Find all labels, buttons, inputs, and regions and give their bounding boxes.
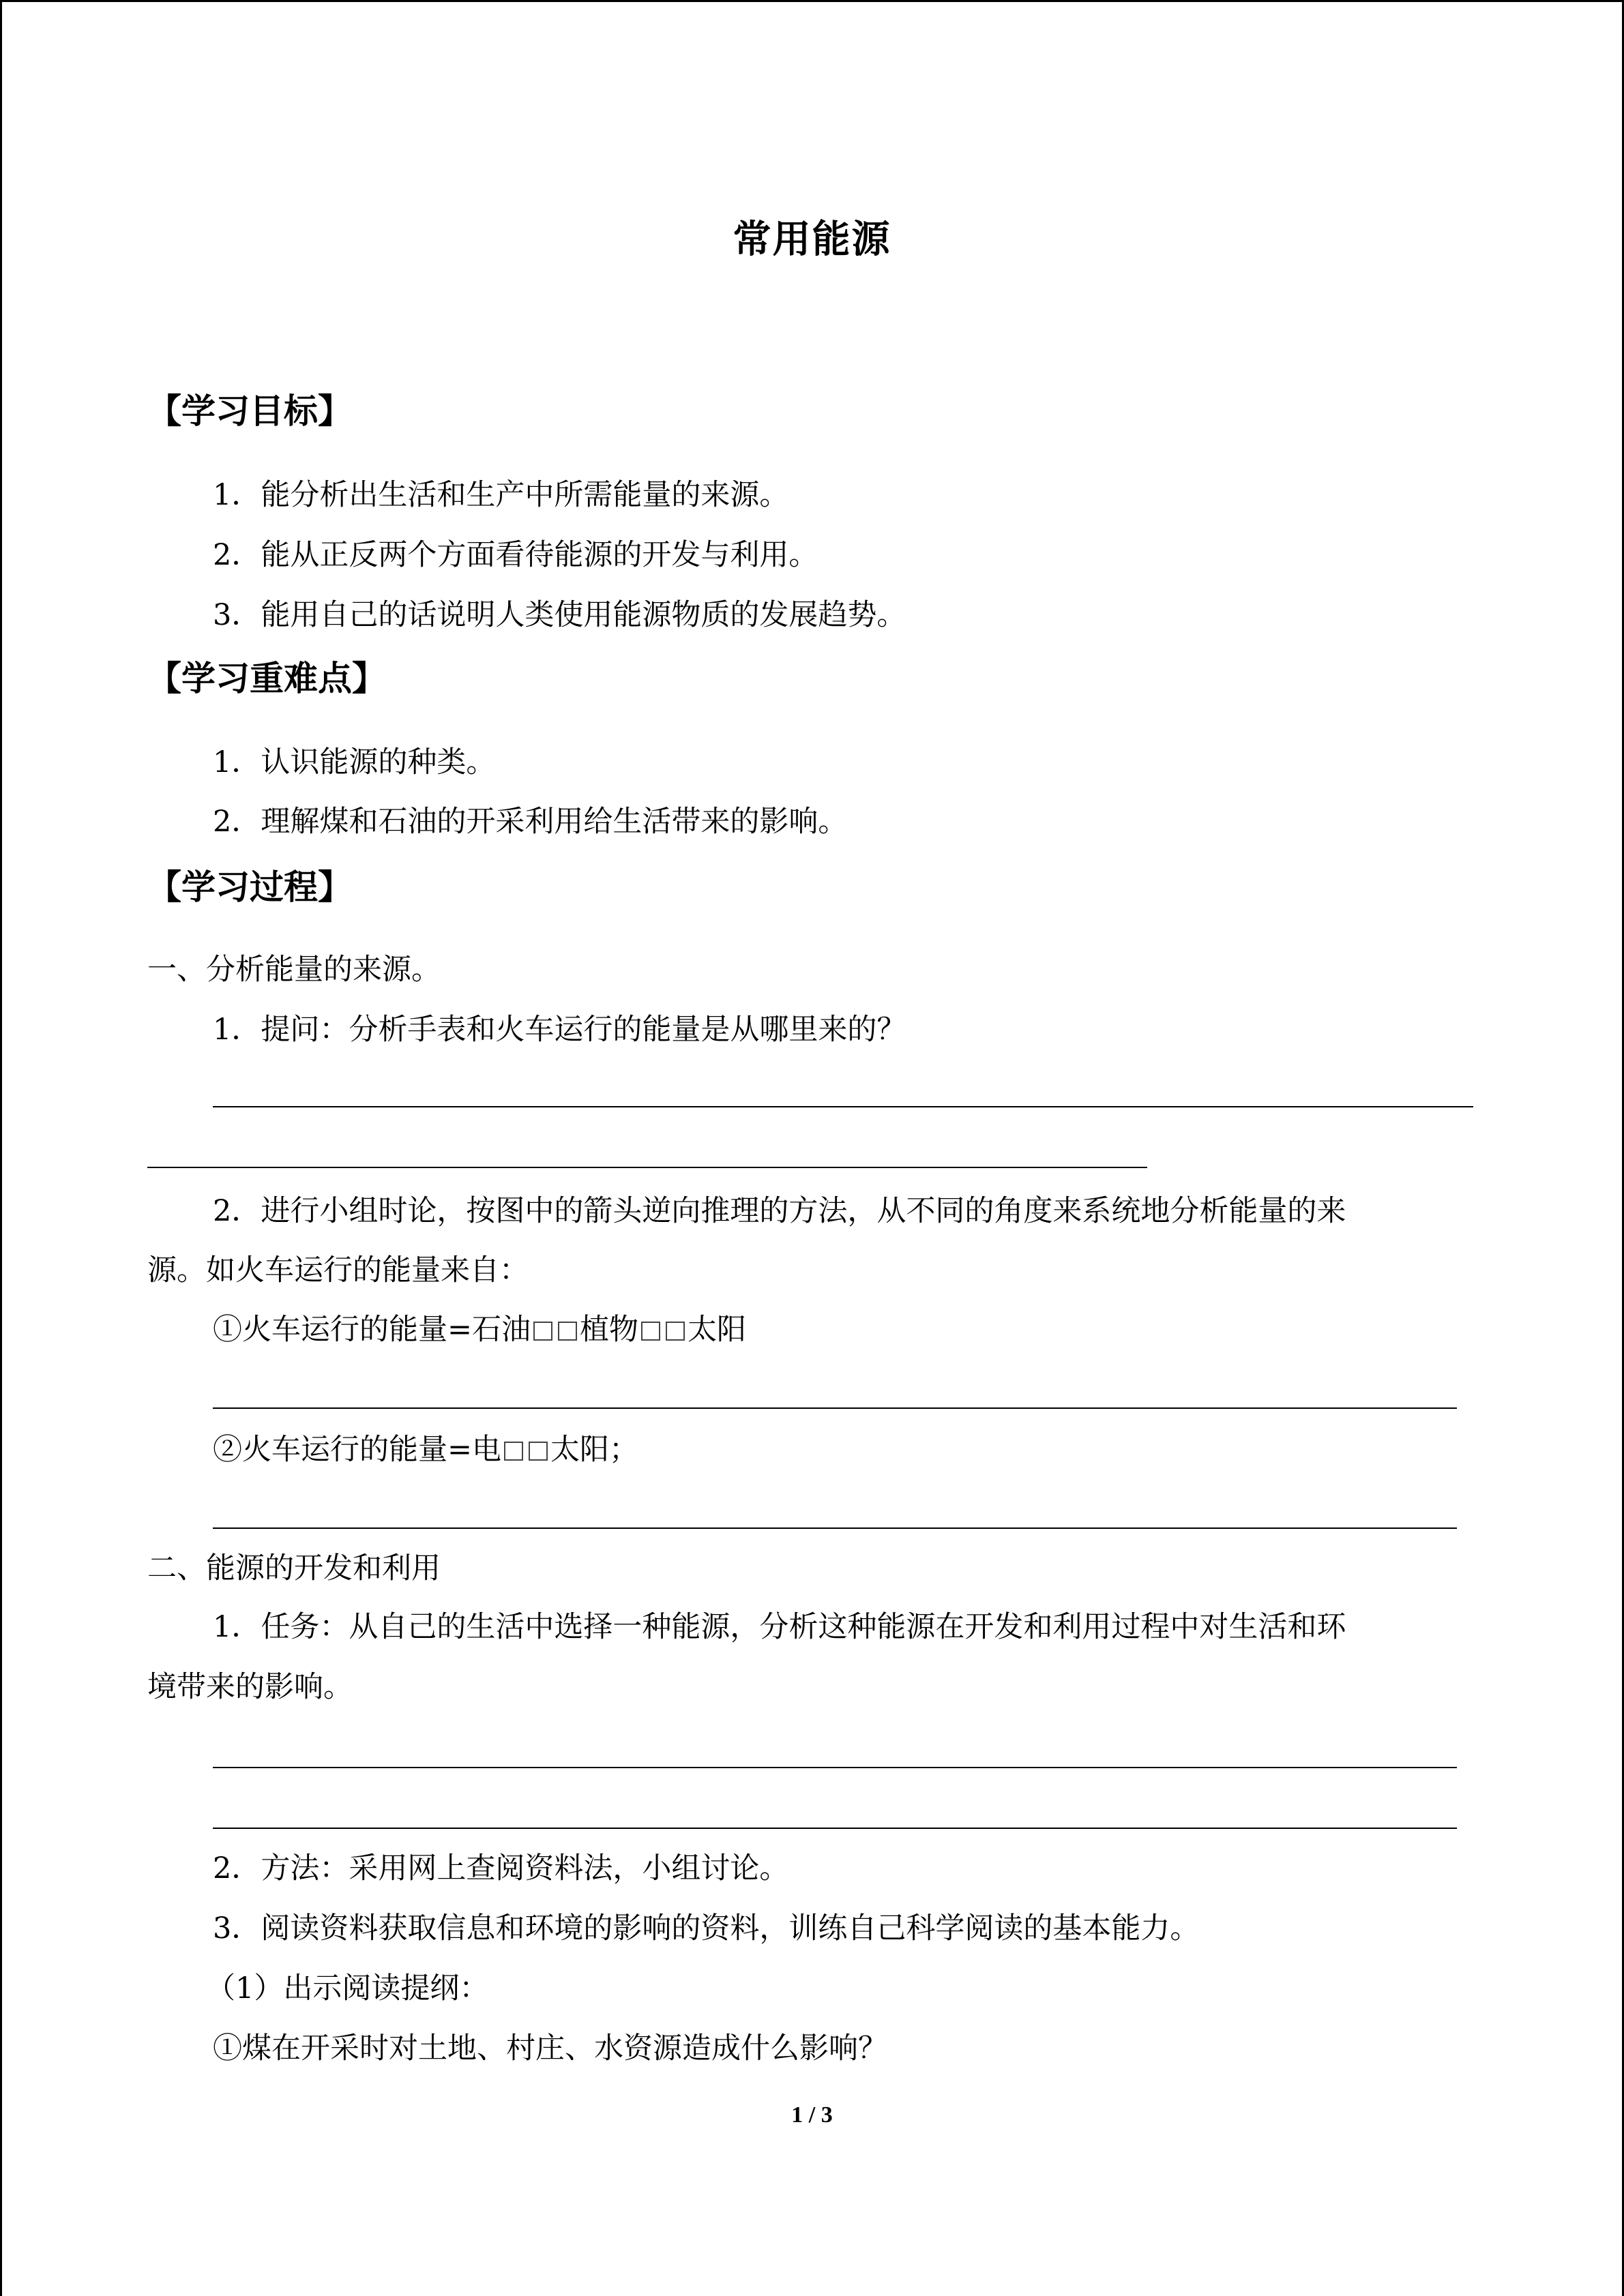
chain-1-start: ①火车运行的能量=石油 [213,1313,531,1347]
answer-line[interactable] [213,1828,1457,1829]
goal-item-2: 2．能从正反两个方面看待能源的开发与利用。 [213,538,818,572]
answer-line[interactable] [213,1106,1473,1107]
outline-label: （1）出示阅读提纲： [206,1971,489,2006]
answer-line[interactable] [213,1527,1457,1529]
outline-question-1: ①煤在开采时对土地、村庄、水资源造成什么影响？ [213,2031,887,2066]
goals-heading: 【学习目标】 [147,391,352,431]
page-number: 1 / 3 [791,2102,833,2128]
part2-task-line1: 1．任务：从自己的生活中选择一种能源，分析这种能源在开发和利用过程中对生活和环 [213,1610,1346,1644]
blank-box[interactable] [529,1442,548,1461]
page-title: 常用能源 [733,218,891,262]
part2-heading: 二、能源的开发和利用 [147,1551,441,1585]
goal-item-3: 3．能用自己的话说明人类使用能源物质的发展趋势。 [213,598,906,632]
blank-box[interactable] [558,1322,577,1341]
process-heading: 【学习过程】 [147,867,352,907]
key-points-heading: 【学习重难点】 [147,659,386,698]
part1-question-2-line2: 源。如火车运行的能量来自： [147,1253,529,1287]
answer-line[interactable] [213,1767,1457,1768]
part2-task-line2: 境带来的影响。 [147,1670,353,1704]
part1-question-2-line1: 2．进行小组时论，按图中的箭头逆向推理的方法，从不同的角度来系统地分析能量的来 [213,1194,1346,1228]
part1-question-1: 1．提问：分析手表和火车运行的能量是从哪里来的？ [213,1013,906,1047]
blank-box[interactable] [504,1442,523,1461]
key-point-1: 1．认识能源的种类。 [213,745,496,779]
energy-chain-2 [213,1429,638,1470]
answer-line[interactable] [213,1407,1457,1409]
chain-2-end: 太阳； [550,1433,639,1467]
blank-box[interactable] [533,1322,552,1341]
goal-item-1: 1．能分析出生活和生产中所需能量的来源。 [213,478,789,512]
answer-line[interactable] [147,1167,1147,1168]
chain-1-end: 太阳 [688,1313,747,1347]
part2-method: 2．方法：采用网上查阅资料法，小组讨论。 [213,1851,789,1885]
chain-2-start: ②火车运行的能量=电 [213,1433,502,1467]
page-border-top [0,0,1624,2]
blank-box[interactable] [666,1322,685,1341]
page-border-left [0,0,2,2296]
key-point-2: 2．理解煤和石油的开采利用给生活带来的影响。 [213,805,848,839]
energy-chain-1 [213,1309,746,1350]
part2-reading: 3．阅读资料获取信息和环境的影响的资料，训练自己科学阅读的基本能力。 [213,1911,1200,1945]
chain-1-middle: 植物 [580,1313,639,1347]
blank-box[interactable] [641,1322,660,1341]
part1-heading: 一、分析能量的来源。 [147,953,441,987]
